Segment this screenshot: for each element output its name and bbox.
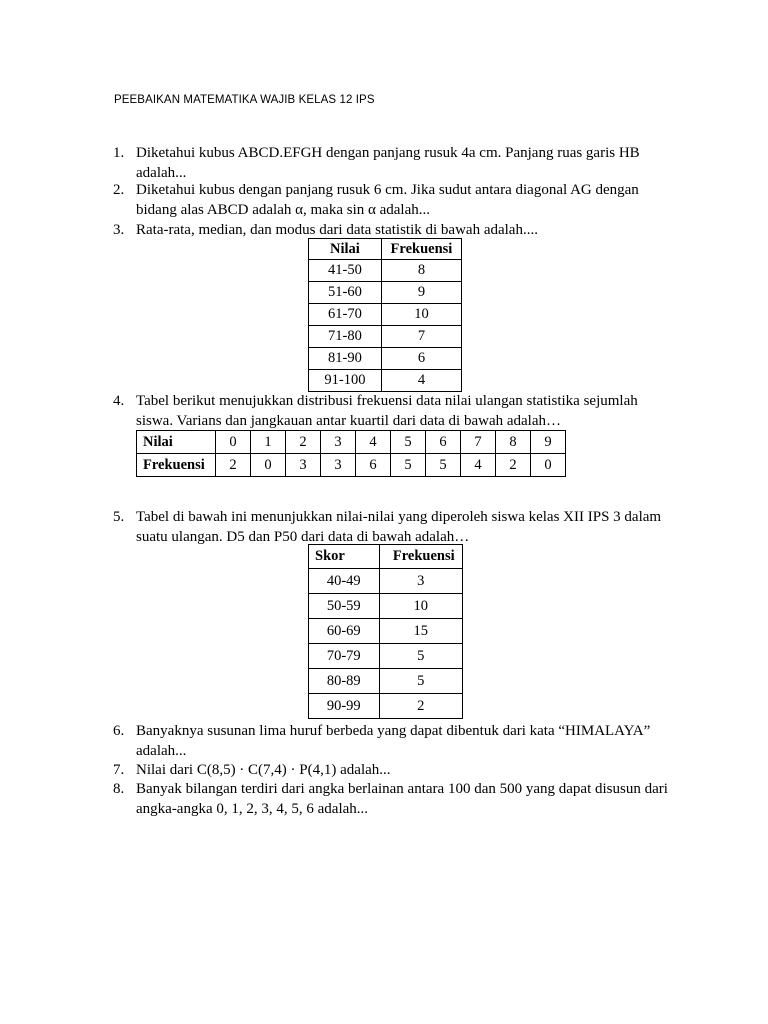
row-label: Nilai [137,431,216,454]
table-cell: 10 [379,594,462,619]
question-text-line: angka-angka 0, 1, 2, 3, 4, 5, 6 adalah... [136,801,369,817]
table-cell: 6 [356,454,391,477]
table-row [309,694,463,719]
table-row [309,348,462,370]
question-text-line: adalah... [136,165,187,181]
table-cell: 5 [379,644,462,669]
frequency-table-1 [308,238,462,392]
table-cell: 2 [379,694,462,719]
table-cell: 8 [381,260,461,282]
table-row [309,326,462,348]
table-cell: 2 [286,431,321,454]
table-cell: 6 [426,431,461,454]
table-cell: 3 [286,454,321,477]
table-cell: 41-50 [309,260,382,282]
table-cell: 1 [251,431,286,454]
table-cell: 3 [321,431,356,454]
question-number: 7. [113,762,125,778]
table-cell: 10 [381,304,461,326]
table-cell: 90-99 [309,694,380,719]
table-cell: 5 [379,669,462,694]
table-cell: 40-49 [309,569,380,594]
frequency-table-2 [136,430,566,477]
question-text-line: Banyak bilangan terdiri dari angka berlainan antara 100 dan 500 yang dapat disusun dari [136,781,668,797]
table-cell: 51-60 [309,282,382,304]
question-text-line: Tabel berikut menujukkan distribusi frekuensi data nilai ulangan statistika sejumlah [136,393,638,409]
question-number: 4. [113,393,125,409]
question-text-line: Tabel di bawah ini menunjukkan nilai-nilai yang diperoleh siswa kelas XII IPS 3 dalam [136,509,662,525]
question-text-line: bidang alas ABCD adalah α, maka sin α adalah... [136,202,430,218]
question-text-line: suatu ulangan. D5 dan P50 dari data di bawah adalah… [136,529,470,545]
table-cell: 3 [379,569,462,594]
table-cell: 71-80 [309,326,382,348]
table-cell: 2 [496,454,531,477]
table-row [309,370,462,392]
table-cell: 0 [531,454,566,477]
table-row [309,260,462,282]
table-cell: 15 [379,619,462,644]
table-row [137,454,566,477]
table-cell: 0 [216,431,251,454]
table-row [309,669,463,694]
question-number: 3. [113,222,125,238]
table-cell: 80-89 [309,669,380,694]
table-row [309,282,462,304]
question-text-line: Diketahui kubus ABCD.EFGH dengan panjang rusuk 4a cm. Panjang ruas garis HB [136,145,640,161]
table-cell: 0 [251,454,286,477]
table-header: Frekuensi [381,239,461,260]
table-row [309,594,463,619]
question-text-line: siswa. Varians dan jangkauan antar kuartil dari data di bawah adalah… [136,413,561,429]
table-header: Nilai [309,239,382,260]
table-row [309,304,462,326]
table-row [309,644,463,669]
question-text-line: Nilai dari C(8,5) · C(7,4) · P(4,1) adalah... [136,762,391,778]
table-header: Skor [309,545,380,569]
table-cell: 4 [461,454,496,477]
table-cell: 91-100 [309,370,382,392]
table-cell: 2 [216,454,251,477]
question-number: 1. [113,145,125,161]
question-text-line: Diketahui kubus dengan panjang rusuk 6 cm. Jika sudut antara diagonal AG dengan [136,182,639,198]
question-number: 5. [113,509,125,525]
table-cell: 4 [381,370,461,392]
question-number: 2. [113,182,125,198]
table-cell: 8 [496,431,531,454]
table-cell: 6 [381,348,461,370]
table-cell: 9 [381,282,461,304]
table-cell: 7 [461,431,496,454]
row-label: Frekuensi [137,454,216,477]
table-cell: 4 [356,431,391,454]
table-cell: 60-69 [309,619,380,644]
table-cell: 5 [391,431,426,454]
table-row [309,569,463,594]
table-cell: 7 [381,326,461,348]
table-row [137,431,566,454]
table-header: Frekuensi [379,545,462,569]
table-cell: 61-70 [309,304,382,326]
question-text-line: Rata-rata, median, dan modus dari data statistik di bawah adalah.... [136,222,538,238]
table-cell: 81-90 [309,348,382,370]
question-number: 8. [113,781,125,797]
document-title: PEEBAIKAN MATEMATIKA WAJIB KELAS 12 IPS [114,94,375,106]
table-cell: 9 [531,431,566,454]
question-text-line: adalah... [136,743,187,759]
frequency-table-3 [308,544,463,719]
table-cell: 5 [391,454,426,477]
table-cell: 70-79 [309,644,380,669]
table-row [309,619,463,644]
table-cell: 5 [426,454,461,477]
table-cell: 3 [321,454,356,477]
question-number: 6. [113,723,125,739]
table-cell: 50-59 [309,594,380,619]
question-text-line: Banyaknya susunan lima huruf berbeda yang dapat dibentuk dari kata “HIMALAYA” [136,723,651,739]
